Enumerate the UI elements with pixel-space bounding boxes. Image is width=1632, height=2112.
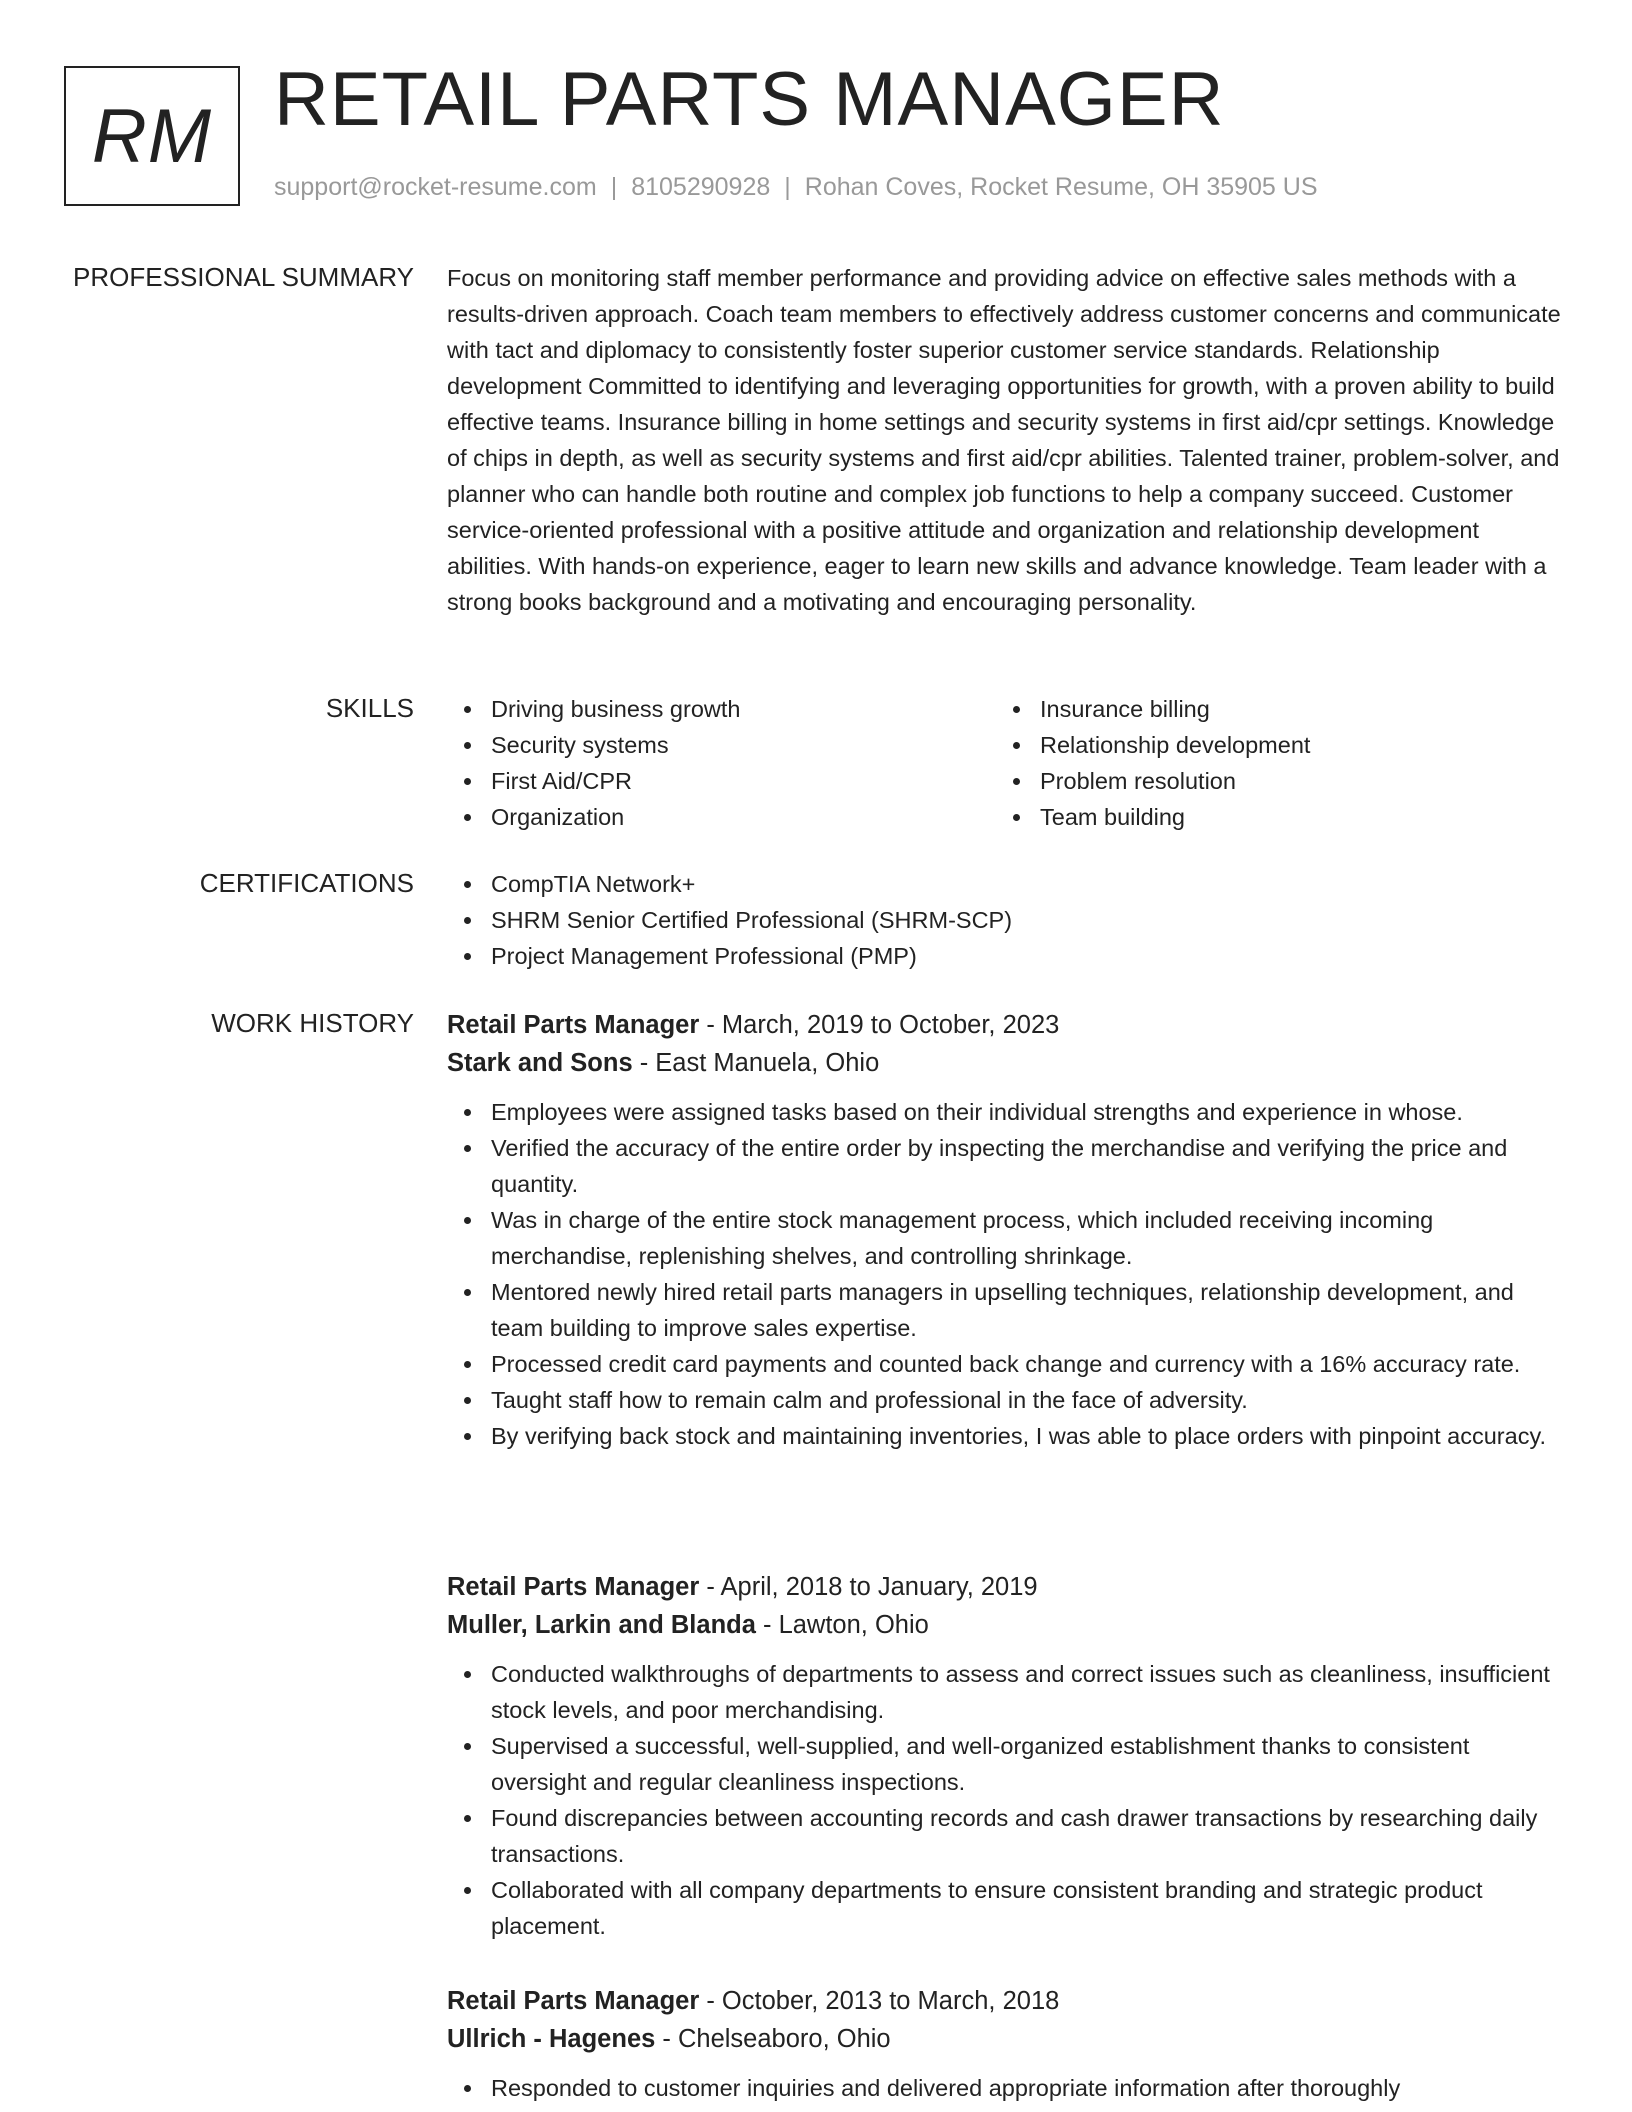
list-item: Problem resolution: [996, 763, 1545, 799]
job-company-line: [447, 1044, 1562, 1082]
list-item: Security systems: [447, 727, 996, 763]
job-company: Muller, Larkin and Blanda: [447, 1611, 756, 1639]
job-entry: [447, 1006, 1562, 1454]
job-bullets: [447, 2070, 1562, 2106]
job-bullets: [447, 1094, 1562, 1454]
skills-list-right: [996, 691, 1545, 835]
contact-line: [274, 173, 1318, 202]
section-heading-skills: SKILLS: [325, 693, 414, 723]
list-item: Relationship development: [996, 727, 1545, 763]
contact-separator: |: [784, 173, 791, 201]
list-item: Responded to customer inquiries and delivered appropriate information after thoroughly: [447, 2070, 1562, 2106]
list-item: Supervised a successful, well-supplied, and well-organized establishment thanks to consistent oversight and regular cleanliness inspections.: [447, 1728, 1562, 1800]
job-title: Retail Parts Manager: [447, 1011, 700, 1039]
section-heading-certifications: CERTIFICATIONS: [199, 868, 414, 898]
job-bullets: [447, 1656, 1562, 1944]
list-item: SHRM Senior Certified Professional (SHRM-SCP): [447, 902, 1562, 938]
summary-body: [447, 260, 1562, 620]
job-location: - East Manuela, Ohio: [632, 1049, 880, 1077]
job-company: Stark and Sons: [447, 1049, 633, 1077]
job-dates: - October, 2013 to March, 2018: [699, 1987, 1060, 2015]
list-item: Mentored newly hired retail parts managers in upselling techniques, relationship development, and team building to improve sales expertise.: [447, 1274, 1562, 1346]
job-company-line: [447, 1606, 1562, 1644]
job-location: - Lawton, Ohio: [755, 1611, 929, 1639]
list-item: Organization: [447, 799, 996, 835]
list-item: Conducted walkthroughs of departments to assess and correct issues such as cleanliness, insufficient stock levels, and poor merchandising.: [447, 1656, 1562, 1728]
job-dates: - March, 2019 to October, 2023: [699, 1011, 1060, 1039]
list-item: Team building: [996, 799, 1545, 835]
list-item: First Aid/CPR: [447, 763, 996, 799]
job-title-line: [447, 1006, 1562, 1044]
list-item: Was in charge of the entire stock management process, which included receiving incoming merchandise, replenishing shelves, and controlling shrinkage.: [447, 1202, 1562, 1274]
list-item: Processed credit card payments and counted back change and currency with a 16% accuracy rate.: [447, 1346, 1562, 1382]
certifications-list: [447, 866, 1562, 974]
section-heading-work-history: WORK HISTORY: [211, 1008, 414, 1038]
contact-phone: 8105290928: [631, 173, 771, 201]
contact-separator: |: [610, 173, 618, 201]
job-title: Retail Parts Manager: [447, 1987, 700, 2015]
list-item: Employees were assigned tasks based on their individual strengths and experience in whose.: [447, 1094, 1562, 1130]
job-company: Ullrich - Hagenes: [447, 2025, 656, 2053]
monogram-logo: RM: [64, 66, 240, 206]
list-item: Project Management Professional (PMP): [447, 938, 1562, 974]
list-item: Verified the accuracy of the entire order by inspecting the merchandise and verifying the price and quantity.: [447, 1130, 1562, 1202]
page-title: RETAIL PARTS MANAGER: [274, 57, 1225, 142]
skills-body: [447, 691, 1562, 835]
list-item: By verifying back stock and maintaining inventories, I was able to place orders with pinpoint accuracy.: [447, 1418, 1562, 1454]
job-title-line: [447, 1568, 1562, 1606]
list-item: Collaborated with all company departments to ensure consistent branding and strategic product placement.: [447, 1872, 1562, 1944]
job-location: - Chelseaboro, Ohio: [655, 2025, 891, 2053]
certifications-body: [447, 866, 1562, 974]
job-dates: - April, 2018 to January, 2019: [699, 1573, 1038, 1601]
job-company-line: [447, 2020, 1562, 2058]
job-entry: [447, 1982, 1562, 2106]
contact-email: support@rocket-resume.com: [274, 173, 597, 201]
skills-list-left: [447, 691, 996, 835]
list-item: Insurance billing: [996, 691, 1545, 727]
list-item: Found discrepancies between accounting records and cash drawer transactions by researching daily transactions.: [447, 1800, 1562, 1872]
job-entry: [447, 1568, 1562, 1944]
list-item: Driving business growth: [447, 691, 996, 727]
list-item: CompTIA Network+: [447, 866, 1562, 902]
section-heading-summary: PROFESSIONAL SUMMARY: [73, 262, 414, 292]
contact-address: Rohan Coves, Rocket Resume, OH 35905 US: [804, 173, 1318, 201]
job-title-line: [447, 1982, 1562, 2020]
summary-text: Focus on monitoring staff member performance and providing advice on effective sales methods with a results-driven approach. Coach team members to effectively address customer concerns and communicate with tact and diplomacy to consistently foster superior customer service standards. Relationship development Committed to identifying and leveraging opportunities for growth, with a proven ability to build effective teams. Insurance billing in home settings and security systems in first aid/cpr settings. Knowledge of chips in depth, as well as security systems and first aid/cpr abilities. Talented trainer, problem-solver, and planner who can handle both routine and complex job functions to help a company succeed. Customer service-oriented professional with a positive attitude and organization and relationship development abilities. With hands-on experience, eager to learn new skills and advance knowledge. Team leader with a strong books background and a motivating and encouraging personality.: [447, 265, 1561, 615]
job-title: Retail Parts Manager: [447, 1573, 700, 1601]
list-item: Taught staff how to remain calm and professional in the face of adversity.: [447, 1382, 1562, 1418]
